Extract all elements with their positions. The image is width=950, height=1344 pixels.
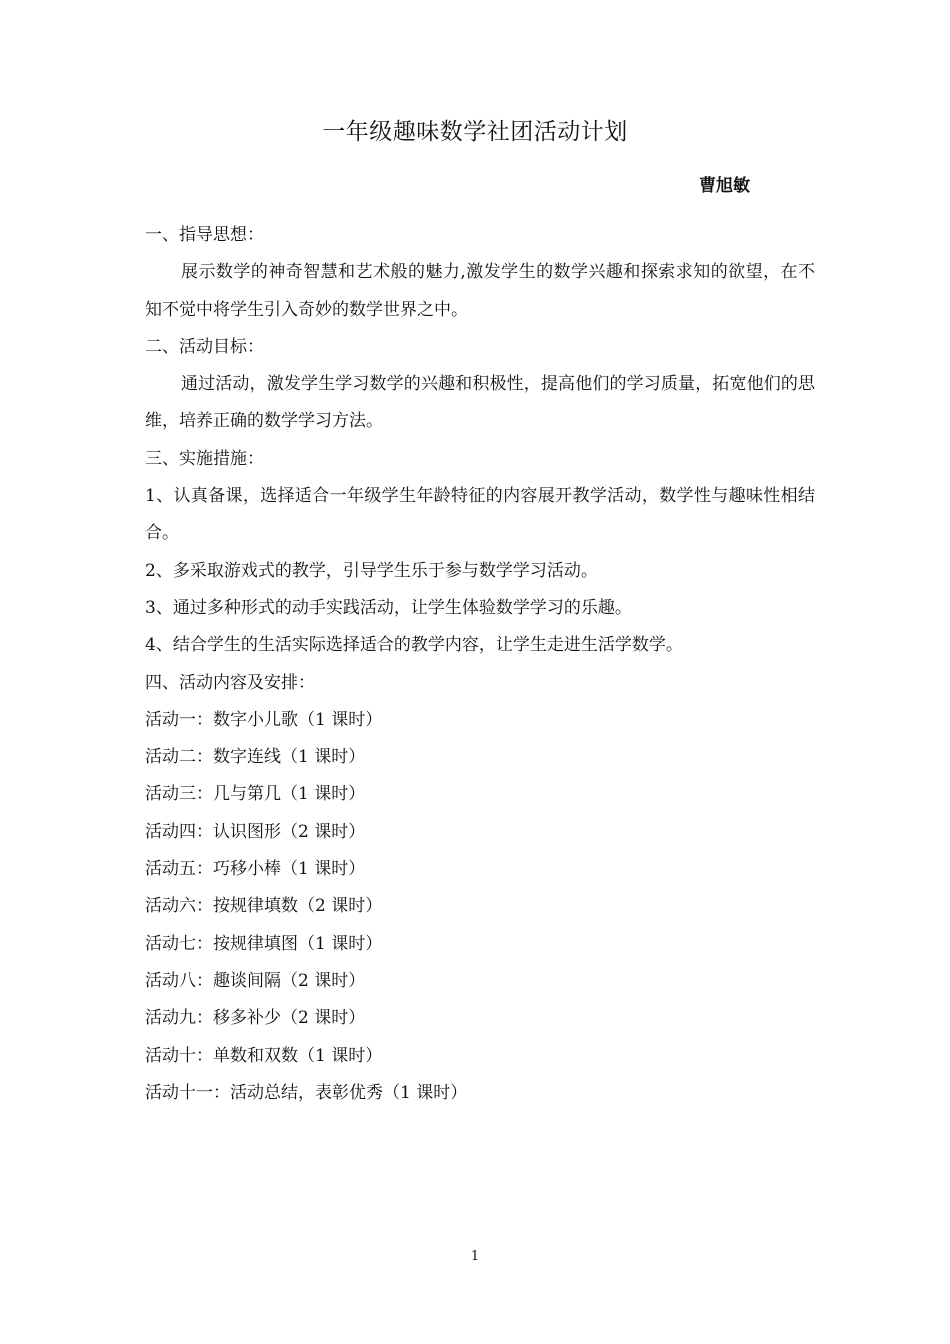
measure-item-4: 4、结合学生的生活实际选择适合的教学内容，让学生走进生活学数学。: [145, 635, 683, 656]
activity-item-5: 活动五：巧移小棒（1 课时）: [145, 859, 366, 880]
section-heading-guiding-idea: 一、指导思想：: [145, 225, 264, 245]
section-heading-activities: 四、活动内容及安排：: [145, 672, 315, 693]
goals-paragraph: 通过活动，激发学生学习数学的兴趣和积极性，提高他们的学习质量，拓宽他们的思维，培养正确的数学学习方法。: [145, 374, 815, 432]
activity-item-9: 活动九：移多补少（2 课时）: [145, 1008, 366, 1029]
section-heading-goals: 二、活动目标：: [145, 336, 264, 357]
activity-item-1: 活动一：数字小儿歌（1 课时）: [145, 709, 383, 730]
measure-item-1: 1、认真备课，选择适合一年级学生年龄特征的内容展开教学活动，数学性与趣味性相结合。: [145, 486, 815, 544]
activity-item-3: 活动三：几与第几（1 课时）: [145, 784, 366, 805]
activity-item-8: 活动八：趣谈间隔（2 课时）: [145, 970, 366, 991]
activity-item-11: 活动十一：活动总结，表彰优秀（1 课时）: [145, 1082, 468, 1103]
section-heading-measures: 三、实施措施：: [145, 448, 264, 469]
document-title: 一年级趣味数学社团活动计划: [322, 119, 628, 145]
activity-item-7: 活动七：按规律填图（1 课时）: [145, 933, 383, 954]
activity-item-6: 活动六：按规律填数（2 课时）: [145, 896, 383, 917]
document-body: [145, 217, 815, 1112]
guiding-idea-paragraph: 展示数学的神奇智慧和艺术般的魅力,激发学生的数学兴趣和探索求知的欲望，在不知不觉中将学生引入奇妙的数学世界之中。: [145, 262, 815, 320]
activity-item-4: 活动四：认识图形（2 课时）: [145, 821, 366, 842]
measure-item-3: 3、通过多种形式的动手实践活动，让学生体验数学学习的乐趣。: [145, 597, 632, 618]
activity-item-2: 活动二：数字连线（1 课时）: [145, 747, 366, 768]
measure-item-2: 2、多采取游戏式的教学，引导学生乐于参与数学学习活动。: [145, 560, 598, 581]
activity-item-10: 活动十：单数和双数（1 课时）: [145, 1045, 383, 1066]
author-name: 曹旭敏: [699, 176, 750, 196]
page-number: 1: [470, 1249, 480, 1264]
